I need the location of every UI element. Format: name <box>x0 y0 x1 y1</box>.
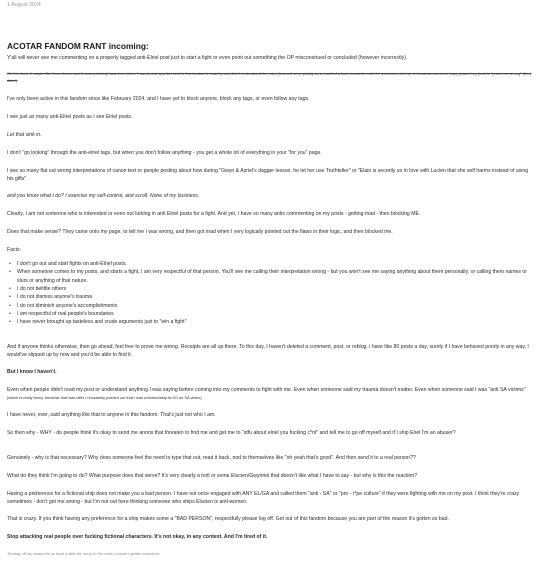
paragraph: I don't "go looking" through the anti-elriel tags, but when you don't follow anything - you get a whole lot of everything in your "for you" page. <box>7 150 322 156</box>
paragraph: I see just as many anti-Elriel posts as I see Elriel posts. <box>7 114 133 120</box>
list-item: • I do not belittle others <box>7 285 533 293</box>
paragraph: Having a preference for a fictional ship does not make you a bad person. I have not once engaged with ANY EL/GA and called them "anti - SA" or "pro - r*pe culture" if they were fighting with me on my post. I think they're crazy sometimes - don't get me wrong - but I'm not out here thinking someone who ships Elucien is anti-women. <box>7 491 520 506</box>
paragraph: Clearly, I am not someone who is interested or even out lurking in anti Elriel posts for a fight. And yet, I have so many antis commenting on my posts - getting mad - then blocking ME. <box>7 211 421 217</box>
paragraph: I have never, ever, said anything like that to anyone in this fandom. That's just not who I am. <box>7 412 216 418</box>
list-item: • I do not dismiss anyone's trauma <box>7 293 533 301</box>
paragraph: And if anyone thinks otherwise, then go ahead, feel free to prove me wrong. Receipts are all up there. To this day, I haven't deleted a comment, post, or reblog. i have like 80 posts a day, surely if I have behaved poorly in any way, I would've slipped up by now and you'd be able to find it. <box>7 344 529 359</box>
post-date: 1 August 2024 <box>7 2 41 8</box>
list-item: • I do not diminish anyone's accomplishments <box>7 302 533 310</box>
post-title: ACOTAR FANDOM RANT incoming: <box>7 41 149 51</box>
paragraph: Even when people didn't read my post or understand anything I was saying before coming into my comments to fight with me. Even when someone said my trauma doesn't matter. Even when someone said I was "anti SA victims" (which is really funny, because that was offer I reluctantly pointed out that I was unfortunately ALSO an SA victim) <box>7 387 526 401</box>
footnote: Turning off my anons for at least a little bit, sorry to the ones I haven't gotten around to. <box>7 551 161 556</box>
paragraph: I've only been active in this fandom since like February 2024, and I have yet to block anyone, block any tags, or even follow any tags. <box>7 96 310 102</box>
list-item: • I don't go out and start fights on anti-Elriel posts. <box>7 260 533 268</box>
paragraph: Does that make sense? They came onto my page, to tell me I was wrong, and then got mad when I very logically pointed out the flaws in their logic, and then blocked me. <box>7 229 393 235</box>
list-item: • I have never brought up tasteless and crude arguments just to "win a fight" <box>7 318 533 326</box>
paragraph: Stop attacking real people over fucking fictional characters. It's not okay, in any context. And I'm tired of it. <box>7 534 268 540</box>
list-item: • I am respectful of real people's boundaries <box>7 310 533 318</box>
paragraph: What do they think I'm going to do? What purpose does that serve? It's very clearly a troll or some Elucien/Gwynriel that doesn't like what I have to say - but why is this the reaction? <box>7 473 418 479</box>
paragraph: Y'all will never see me commenting on a properly tagged anti-Elriel post just to start a fight or even point out something the OP misconstrued or concluded (however incorrectly). <box>7 55 408 61</box>
paragraph: and you know what I do? I exercise my self-control, and scroll. None of my business. <box>7 193 200 199</box>
paragraph: So then why - WHY - do people think it's okay to send me anons that threaten to find me and get me to "stfu about elriel you fucking c*nt" and tell me to go off myself and if I ship Eriel I'm an abuser? <box>7 430 456 436</box>
facts-label: Facts: <box>7 247 21 253</box>
list-item: • When someone comes to my posts, and starts a fight, I am very respectful of that person. You'll see me calling their interpretation wrong - but you won't see me saying anything about them personally, or calling them names or slurs or anything of that nature. <box>7 268 533 285</box>
paragraph: That is crazy. If you think having any preference for a ship makes some a "BAD PERSON", respectfully please log off. Get out of this fandom because you are part of the reason it's gotten so bad. <box>7 516 449 522</box>
facts-list <box>7 260 533 327</box>
paragraph: But I know I haven't. <box>7 369 57 375</box>
paragraph: Let that sink in. <box>7 132 42 138</box>
paragraph: I see so many flat out wrong interpretations of canon text or people posting about how during "Gwyn & Azriel's dagger lesson, he let her use Truthteller" or "Elain is secretly so in love with Lucien that she self harms instead of using his gifts" <box>7 168 529 183</box>
paragraph: Genuinely - why is that necessary? Why does someone feel the need to type that out, read it back, nod to themselves like "oh yeah that's good". And then send it to a real person?? <box>7 455 416 461</box>
strikethrough-paragraph: Ok I've done it maybe like three times, and it was probably back from when I was brand spankin new to this fandom's insanity and didn't understand the rules (learned very quickly as a result of a bad encounter with the you know who's), or because someone copy pasted my post to "prove me wrong" (they didn't) <box>7 71 532 83</box>
